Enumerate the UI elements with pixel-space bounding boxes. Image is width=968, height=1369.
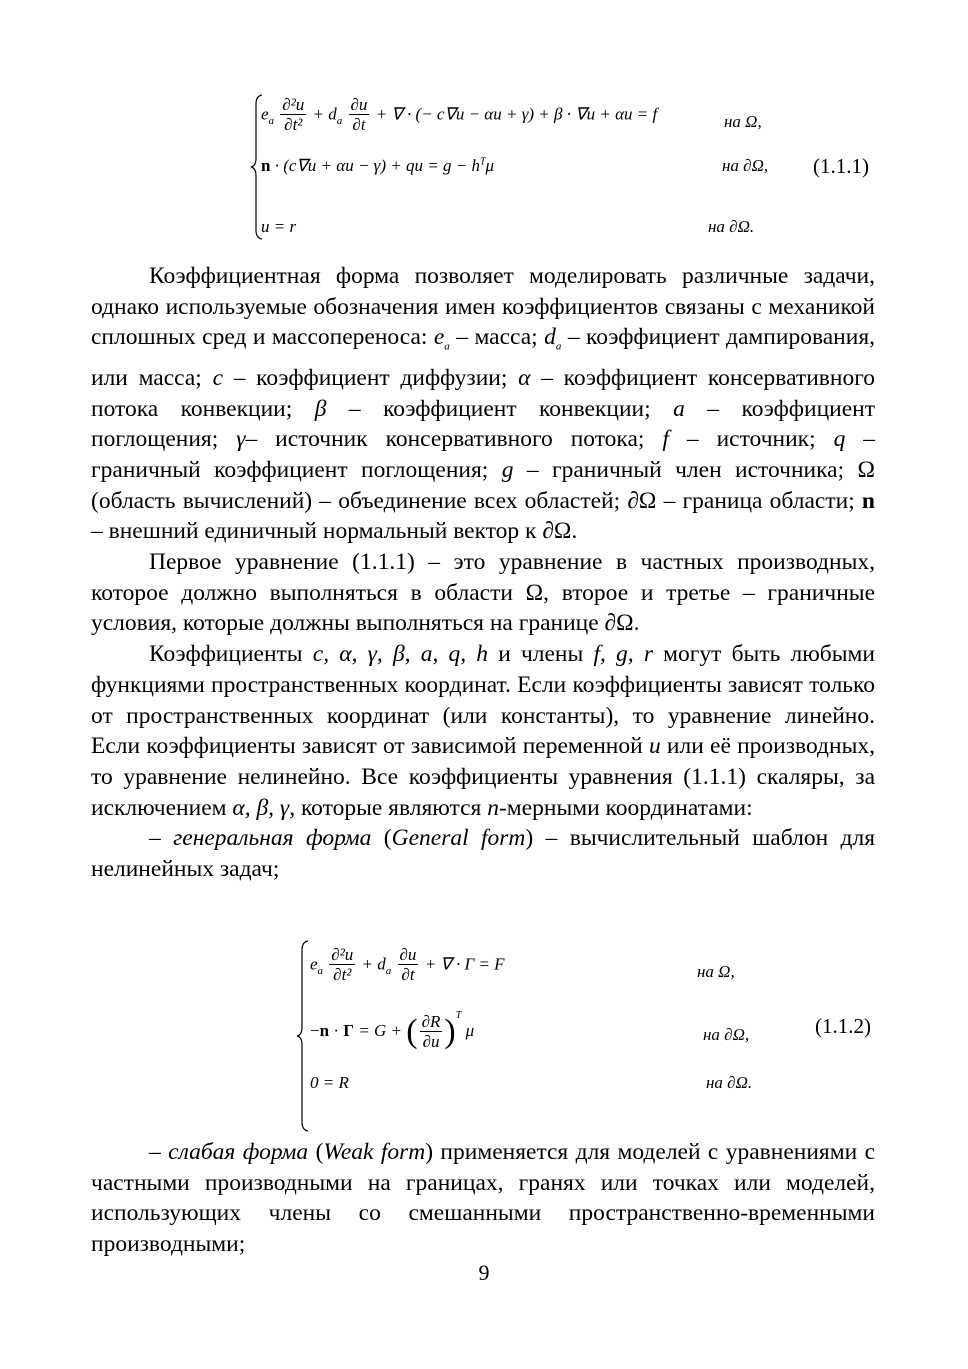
paragraph-coefficient-form: Коэффициентная форма позволяет моделировать различные задачи, однако используемые обозначения имен коэффициентов связаны с механикой сплошных сред и массопереноса: $e_a$ – масса; $d_a$ – коэффициент дампирования, или масса; c – коэффициент диффузии; α – коэффициент консервативного потока конвекции; β – коэффициент конвекции; a – коэффициент поглощения; γ– источник консервативного потока; f – источник; q – граничный коэффициент поглощения; g – граничный член источника; Ω (область вычислений) – объединение всех областей; ∂Ω – граница области; n – внешний единичный нормальный вектор к ∂Ω. xyxy=(91,263,876,545)
equation-1-row-2: n · (c∇u + αu − γ) + qu = $g - h^T\mu$ xyxy=(261,156,495,175)
equation-2-where-3: на ∂Ω. xyxy=(706,1073,753,1092)
body-text-continued xyxy=(91,1137,875,1260)
equation-2-where-1: на Ω, xyxy=(697,962,735,981)
fraction: $\frac{\partial R}{\partial u}$ xyxy=(421,1011,441,1051)
equation-1-row-3: u = r xyxy=(261,217,297,236)
equation-2-row-3: 0 = R xyxy=(310,1073,349,1092)
equation-2-row-2: −n · Γ = G + ( $\frac{\partial R}{\partial u}$ )$^T$ μ xyxy=(310,1010,475,1051)
left-brace xyxy=(296,940,310,1132)
fraction: $\frac{\partial u}{\partial t}$ xyxy=(399,945,417,984)
fraction: $\frac{\partial u}{\partial t}$ xyxy=(350,95,368,134)
paragraph-weak-form: – слабая форма (Weak form) применяется для моделей с уравнениями с частными производными на границах, гранях или точках или моделей, использующих члены со смешанными пространственно-временными производными; xyxy=(91,1139,875,1258)
equation-1-row-1: $e_a$ $\frac{\text{∂²u}}{\text{∂t²}}$ + $d_a$ $\frac{\partial u}{\partial t}$ + ∇ · (− c∇u − αu + γ) + β · ∇u + αu = f xyxy=(261,95,658,134)
equation-2-row-1: $e_a$ $\frac{\text{∂²u}}{\text{∂t²}}$ + $d_a$ $\frac{\partial u}{\partial t}$ + ∇ · Γ = F xyxy=(310,945,505,984)
paragraph-general-form: – генеральная форма (General form) – вычислительный шаблон для нелинейных задач; xyxy=(91,825,876,883)
body-text xyxy=(91,261,875,885)
page-number: 9 xyxy=(478,1260,490,1285)
paragraph-coefficients: Коэффициенты c, α, γ, β, a, q, h и члены f, g, r могут быть любыми функциями пространственных координат. Если коэффициенты зависят только от пространственных координат (или константы), то уравнение линейно. Если коэффициенты зависят от зависимой переменной u или её производных, то уравнение нелинейно. Все коэффициенты уравнения (1.1.1) скаляры, за исключением α, β, γ, которые являются n-мерными координатами: xyxy=(91,641,875,821)
equation-1-where-2: на ∂Ω, xyxy=(722,156,769,175)
fraction: $\frac{\text{∂²u}}{\text{∂t²}}$ xyxy=(331,945,354,984)
equation-number: (1.1.2) xyxy=(815,1014,871,1038)
equation-2-where-2: на ∂Ω, xyxy=(703,1025,750,1044)
paragraph-first-equation: Первое уравнение (1.1.1) – это уравнение в частных производных, которое должно выполняться в области Ω, второе и третье – граничные условия, которые должны выполняться на границе ∂Ω. xyxy=(91,549,875,637)
fraction: $\frac{\text{∂²u}}{\text{∂t²}}$ xyxy=(282,95,305,134)
equation-1-where-1: на Ω, xyxy=(724,112,762,131)
equation-1-where-3: на ∂Ω. xyxy=(708,217,755,236)
equation-number: (1.1.1) xyxy=(813,154,869,178)
